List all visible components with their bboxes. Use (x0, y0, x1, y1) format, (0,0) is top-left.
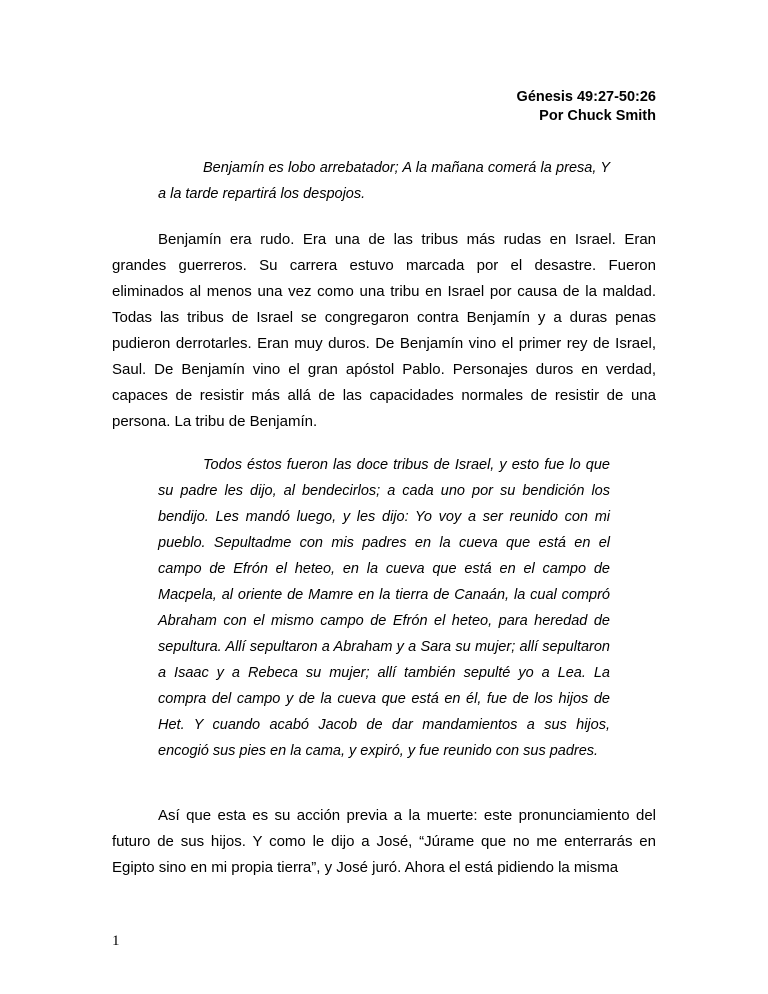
quote-text: Todos éstos fueron las doce tribus de Israel, y esto fue lo que su padre les dijo, al bendecirlos; a cada uno por su bendición los bendijo. Les mandó luego, y les dijo: Yo voy a ser reunido con mi pueblo. Sepultadme con mis padres en la cueva que está en el campo de Efrón el heteo, en la cueva que está en el campo de Macpela, al oriente de Mamre en la tierra de Canaán, la cual compró Abraham con el mismo campo de Efrón el heteo, para heredad de sepultura. Allí sepultaron a Abraham y a Sara su mujer; allí sepultaron a Isaac y a Rebeca su mujer; allí también sepulté yo a Lea. La compra del campo y de la cueva que está en él, fue de los hijos de Het. Y cuando acabó Jacob de dar mandamientos a sus hijos, encogió sus pies en la cama, y expiró, y fue reunido con sus padres. (158, 457, 610, 759)
page-number: 1 (112, 933, 120, 949)
commentary-paragraph-2: Así que esta es su acción previa a la muerte: este pronunciamiento del futuro de sus hijos. Y como le dijo a José, “Júrame que no me enterrarás en Egipto sino en mi propia tierra”, y José juró. Ahora el está pidiendo la misma (112, 807, 656, 876)
scripture-quote-1 (158, 155, 610, 207)
scripture-reference: Génesis 49:27-50:26 (516, 89, 656, 105)
quote-text: Benjamín es lobo arrebatador; A la mañana comerá la presa, Y a la tarde repartirá los despojos. (158, 160, 610, 202)
commentary-paragraph-1: Benjamín era rudo. Era una de las tribus más rudas en Israel. Eran grandes guerreros. Su carrera estuvo marcada por el desastre. Fueron eliminados al menos una vez como una tribu en Israel por causa de la maldad. Todas las tribus de Israel se congregaron contra Benjamín y a duras penas pudieron derrotarles. Eran muy duros. De Benjamín vino el primer rey de Israel, Saul. De Benjamín vino el gran apóstol Pablo. Personajes duros en verdad, capaces de resistir más allá de las capacidades normales de resistir de una persona. La tribu de Benjamín. (112, 231, 656, 430)
scripture-quote-2 (158, 452, 610, 764)
author-line: Por Chuck Smith (539, 108, 656, 124)
header (517, 88, 656, 126)
